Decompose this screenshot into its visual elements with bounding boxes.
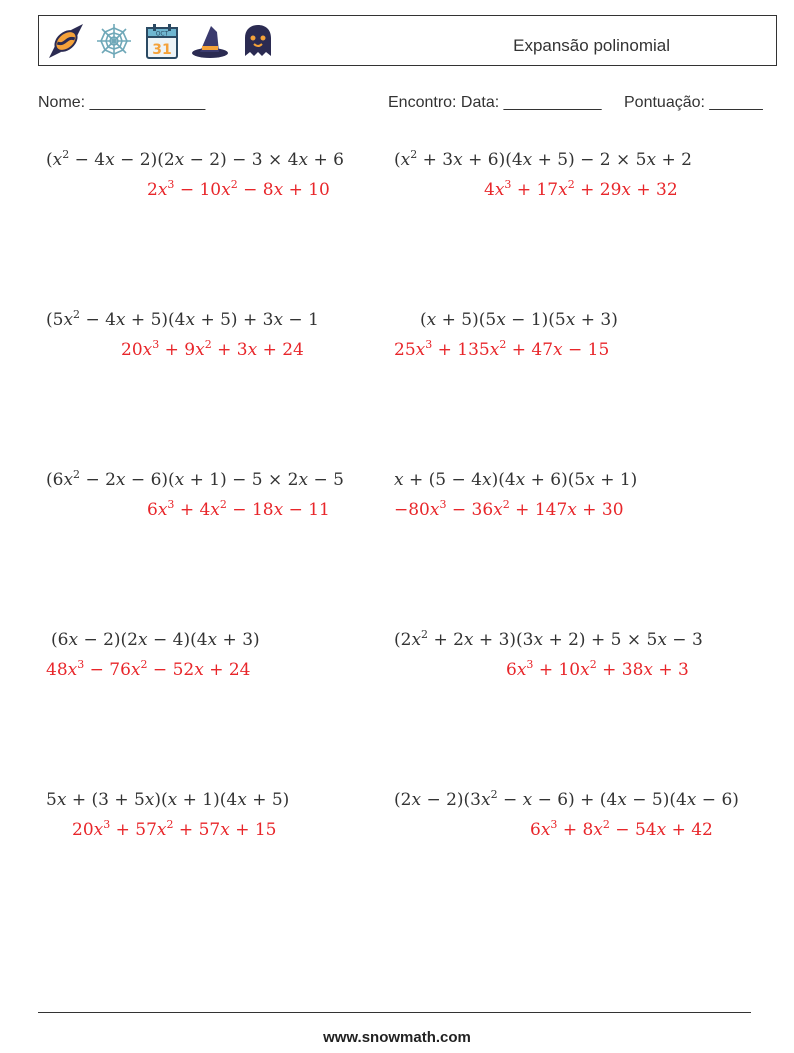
- answer-3: $20x^3 + 9x^2 + 3x + 24$: [121, 338, 304, 360]
- answer-6: $-80x^3 - 36x^2 + 147x + 30$: [394, 498, 624, 520]
- candy-icon: [45, 20, 87, 62]
- problem-1: $(x^2 - 4x - 2)(2x - 2) - 3 \times 4x + 6$: [46, 148, 344, 170]
- calendar-day: 31: [152, 42, 172, 58]
- date-field: Encontro: Data: ___________: [388, 94, 602, 111]
- icon-strip: [45, 20, 279, 62]
- problem-3: $(5x^2 - 4x + 5)(4x + 5) + 3x - 1$: [46, 308, 319, 330]
- answer-9: $20x^3 + 57x^2 + 57x + 15$: [72, 818, 277, 840]
- answer-2: $4x^3 + 17x^2 + 29x + 32$: [484, 178, 678, 200]
- problem-7: (6x − 2)(2x − 4)(4x + 3): [51, 630, 260, 650]
- problem-9: 5x + (3 + 5x)(x + 1)(4x + 5): [46, 790, 290, 810]
- answer-10: $6x^3 + 8x^2 - 54x + 42$: [530, 818, 713, 840]
- problem-8: $(2x^2 + 2x + 3)(3x + 2) + 5 \times 5x - 3$: [394, 628, 703, 650]
- witch-hat-icon: [189, 20, 231, 62]
- answer-1: $2x^3 - 10x^2 - 8x + 10$: [147, 178, 330, 200]
- worksheet-title: Expansão polinomial: [513, 36, 670, 55]
- ghost-icon: [237, 20, 279, 62]
- answer-8: $6x^3 + 10x^2 + 38x + 3$: [506, 658, 689, 680]
- worksheet-header: [38, 15, 777, 66]
- problem-6: x + (5 − 4x)(4x + 6)(5x + 1): [394, 470, 638, 490]
- calendar-oct-31-icon: [141, 20, 183, 62]
- score-field: Pontuação: ______: [624, 94, 763, 111]
- problem-10: $(2x - 2)(3x^2 - x - 6) + (4x - 5)(4x - 6)$: [394, 788, 739, 810]
- footer-website: www.snowmath.com: [323, 1029, 471, 1046]
- problem-2: $(x^2 + 3x + 6)(4x + 5) - 2 \times 5x + 2$: [394, 148, 692, 170]
- spider-web-icon: [93, 20, 135, 62]
- answer-7: $48x^3 - 76x^2 - 52x + 24$: [46, 658, 251, 680]
- problem-4: (x + 5)(5x − 1)(5x + 3): [420, 310, 618, 330]
- calendar-month: OCT: [155, 30, 169, 38]
- name-field: Nome: _____________: [38, 94, 206, 111]
- answer-4: $25x^3 + 135x^2 + 47x - 15$: [394, 338, 610, 360]
- footer-divider: [38, 1012, 751, 1013]
- answer-5: $6x^3 + 4x^2 - 18x - 11$: [147, 498, 330, 520]
- problem-5: $(6x^2 - 2x - 6)(x + 1) - 5 \times 2x - 5$: [46, 468, 344, 490]
